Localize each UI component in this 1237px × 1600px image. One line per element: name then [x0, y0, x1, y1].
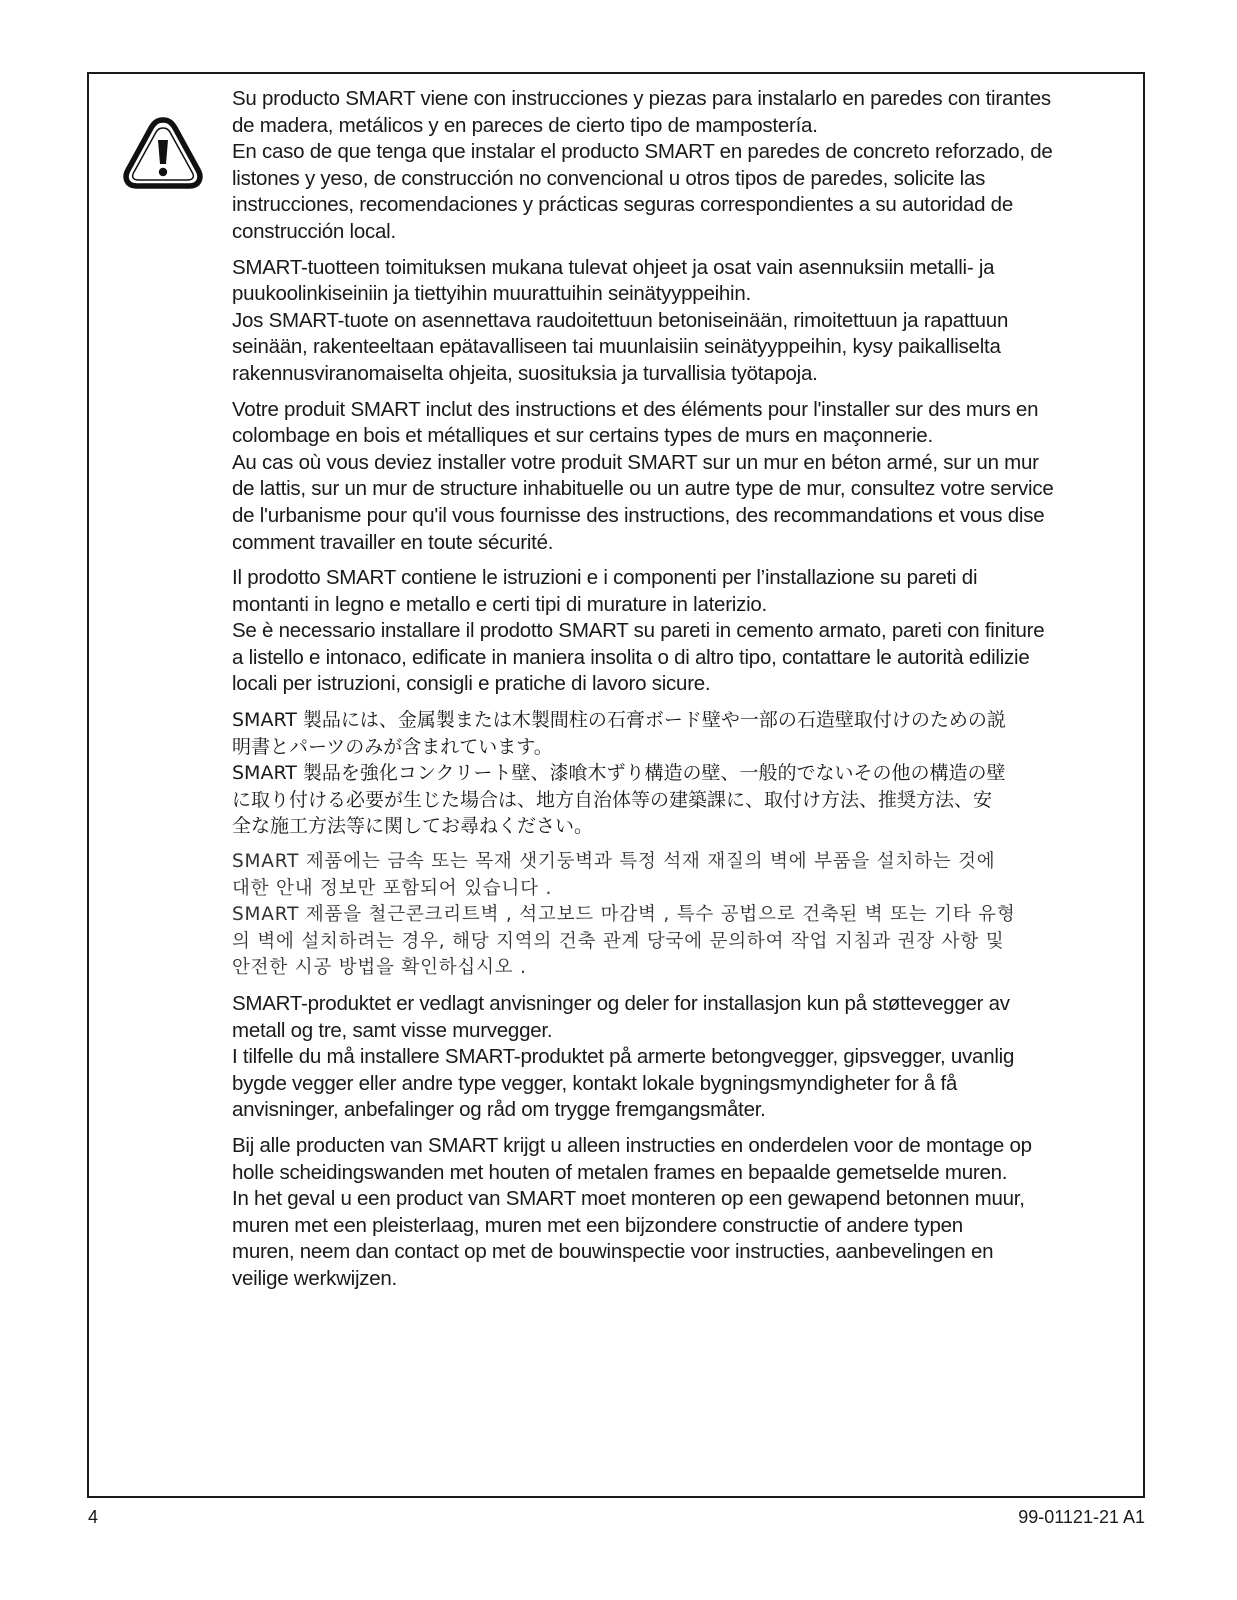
- text-line: SMART-produktet er vedlagt anvisninger og deler for installasjon kun på støttevegger av: [232, 992, 1010, 1015]
- text-line: Bij alle producten van SMART krijgt u alleen instructies en onderdelen voor de montage op: [232, 1133, 1032, 1157]
- notice-content: [232, 86, 1132, 1302]
- text-line: puukoolinkiseiniin ja tiettyihin muurattuihin seinätyyppeihin.: [232, 282, 751, 306]
- text-line: 의 벽에 설치하려는 경우, 해당 지역의 건축 관계 당국에 문의하여 작업 지침과 권장 사항 및: [232, 930, 1005, 952]
- text-line: 明書とパーツのみが含まれています。: [232, 735, 553, 758]
- page-number: 4: [88, 1507, 99, 1527]
- paragraph-italian: [232, 565, 1132, 698]
- warning-frame: [87, 72, 1145, 1498]
- text-line: 대한 안내 정보만 포함되어 있습니다 .: [232, 877, 553, 899]
- text-line: veilige werkwijzen.: [232, 1266, 398, 1290]
- text-line: locali per istruzioni, consigli e pratiche di lavoro sicure.: [232, 672, 711, 696]
- text-line: comment travailler en toute sécurité.: [232, 530, 554, 554]
- text-line: Se è necessario installare il prodotto SMART su pareti in cemento armato, pareti con finiture: [232, 619, 1045, 643]
- text-line: de l'urbanisme pour qu'il vous fournisse des instructions, des recommandations et vous dise: [232, 503, 1045, 527]
- text-line: 全な施工方法等に関してお尋ねください。: [232, 815, 594, 838]
- text-line: de madera, metálicos y en pareces de cierto tipo de mampostería.: [232, 113, 818, 137]
- paragraph-korean: [232, 849, 1132, 982]
- text-line: Au cas où vous deviez installer votre produit SMART sur un mur en béton armé, sur un mur: [232, 450, 1039, 474]
- paragraph-norwegian: [232, 991, 1132, 1124]
- text-line: bygde vegger eller andre type vegger, kontakt lokale bygningsmyndigheter for å få: [232, 1071, 958, 1095]
- text-line: SMART 製品を強化コンクリート壁、漆喰木ずり構造の壁、一般的でないその他の構造の壁: [232, 762, 1006, 785]
- paragraph-french: [232, 397, 1132, 557]
- text-line: rakennusviranomaiselta ohjeita, suosituksia ja turvallisia työtapoja.: [232, 361, 818, 385]
- text-line: montanti in legno e metallo e certi tipi di murature in laterizio.: [232, 592, 767, 616]
- text-line: Su producto SMART viene con instrucciones y piezas para instalarlo en paredes con tirantes: [232, 87, 1051, 110]
- text-line: holle scheidingswanden met houten of metalen frames en bepaalde gemetselde muren.: [232, 1160, 1008, 1184]
- text-line: Il prodotto SMART contiene le istruzioni e i componenti per l’installazione su pareti di: [232, 566, 978, 590]
- text-line: anvisninger, anbefalinger og råd om trygge fremgangsmåter.: [232, 1098, 766, 1122]
- text-line: SMART-tuotteen toimituksen mukana tulevat ohjeet ja osat vain asennuksiin metalli- ja: [232, 255, 995, 279]
- text-line: a listello e intonaco, edificate in maniera insolita o di altro tipo, contattare le autorità edilizie: [232, 645, 1030, 669]
- text-line: SMART 제품을 철근콘크리트벽 , 석고보드 마감벽 , 특수 공법으로 건축된 벽 또는 기타 유형: [232, 904, 1016, 926]
- document-number: 99-01121-21 A1: [1018, 1507, 1145, 1527]
- text-line: In het geval u een product van SMART moet monteren op een gewapend betonnen muur,: [232, 1187, 1025, 1211]
- text-line: En caso de que tenga que instalar el producto SMART en paredes de concreto reforzado, de: [232, 140, 1053, 164]
- text-line: metall og tre, samt visse murvegger.: [232, 1018, 553, 1042]
- text-line: 안전한 시공 방법을 확인하십시오 .: [232, 957, 527, 979]
- text-line: construcción local.: [232, 219, 396, 243]
- text-line: instrucciones, recomendaciones y prácticas seguras correspondientes a su autoridad de: [232, 193, 1013, 217]
- text-line: listones y yeso, de construcción no convencional u otros tipos de paredes, solicite las: [232, 166, 986, 190]
- text-line: muren met een pleisterlaag, muren met een bijzondere constructie of andere typen: [232, 1213, 963, 1237]
- paragraph-finnish: [232, 255, 1132, 388]
- text-line: colombage en bois et métalliques et sur certains types de murs en maçonnerie.: [232, 424, 933, 448]
- text-line: muren, neem dan contact op met de bouwinspectie voor instructies, aanbevelingen en: [232, 1240, 994, 1264]
- text-line: に取り付ける必要が生じた場合は、地方自治体等の建築課に、取付け方法、推奨方法、安: [232, 788, 993, 811]
- paragraph-dutch: [232, 1133, 1132, 1293]
- text-line: SMART 製品には、金属製または木製間柱の石膏ボード壁や一部の石造壁取付けのための説: [232, 709, 1006, 732]
- text-line: de lattis, sur un mur de structure inhabituelle ou un autre type de mur, consultez votre service: [232, 477, 1054, 501]
- paragraph-spanish: [232, 86, 1132, 246]
- warning-triangle-icon: [121, 114, 205, 200]
- paragraph-japanese: [232, 707, 1132, 840]
- text-line: I tilfelle du må installere SMART-produktet på armerte betongvegger, gipsvegger, uvanlig: [232, 1045, 1015, 1069]
- text-line: SMART 제품에는 금속 또는 목재 샛기둥벽과 특정 석재 재질의 벽에 부품을 설치하는 것에: [232, 851, 996, 873]
- text-line: Jos SMART-tuote on asennettava raudoitettuun betoniseinään, rimoitettuun ja rapattuun: [232, 308, 1009, 332]
- text-line: Votre produit SMART inclut des instructions et des éléments pour l'installer sur des murs en: [232, 397, 1039, 421]
- text-line: seinään, rakenteeltaan epätavalliseen tai muunlaisiin seinätyyppeihin, kysy paikalliselta: [232, 335, 1001, 359]
